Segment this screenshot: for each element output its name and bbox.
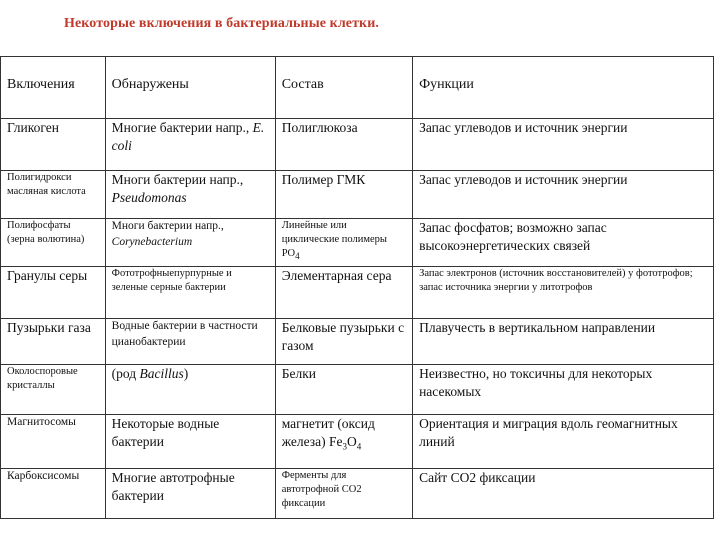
header-inclusions: Включения: [1, 57, 106, 119]
inclusion-name: Полигидрокси масляная кислота: [7, 172, 86, 198]
header-functions: Функции: [413, 57, 714, 119]
found-cell: Водные бактерии в частности цианобактерии: [111, 320, 258, 348]
table-row: [1, 267, 714, 319]
table-header-row: [1, 57, 714, 119]
page-title: Некоторые включения в бактериальные клетки.: [64, 16, 379, 31]
header-composition: Состав: [275, 57, 412, 119]
function-cell: Запас углеводов и источник энергии: [419, 172, 628, 187]
inclusion-name: Магнитосомы: [7, 416, 76, 428]
found-cell: Фототрофныепурпурные и зеленые серные бактерии: [111, 268, 232, 294]
table-row: [1, 171, 714, 219]
found-cell: (род Bacillus): [105, 365, 275, 415]
table-row: [1, 319, 714, 365]
composition-cell: Элементарная сера: [281, 268, 392, 283]
inclusion-name: Гранулы серы: [7, 268, 88, 283]
inclusion-name: Гликоген: [7, 120, 59, 135]
function-cell: Запас электронов (источник восстановителей) у фототрофов; запас источника энергии у литотрофов: [419, 268, 693, 294]
composition-cell: Полиглюкоза: [281, 120, 358, 135]
found-cell: Некоторые водные бактерии: [111, 416, 220, 450]
composition-cell: магнетит (оксид железа) $Fe_3O_4$: [275, 415, 412, 469]
table-row: [1, 469, 714, 519]
found-cell: Многи бактерии напр., Corynebacterium: [105, 219, 275, 267]
table-row: [1, 415, 714, 469]
inclusion-name: Карбоксисомы: [7, 470, 80, 482]
found-cell: Многие бактерии напр., E. coli: [105, 119, 275, 171]
composition-cell: Белки: [281, 366, 316, 381]
composition-cell: Ферменты для автотрофной CO2 фиксации: [281, 470, 362, 510]
table-row: [1, 365, 714, 415]
inclusions-table: [0, 56, 714, 519]
composition-cell: Полимер ГМК: [281, 172, 366, 187]
function-cell: Плавучесть в вертикальном направлении: [419, 320, 656, 335]
function-cell: Ориентация и миграция вдоль геомагнитных линий: [419, 416, 678, 450]
function-cell: Запас фосфатов; возможно запас высокоэнергетических связей: [419, 220, 607, 254]
inclusion-name: Полифосфаты (зерна волютина): [7, 220, 85, 246]
function-cell: Неизвестно, но токсичны для некоторых насекомых: [419, 366, 653, 400]
header-found: Обнаружены: [105, 57, 275, 119]
found-cell: Многие автотрофные бактерии: [111, 470, 235, 504]
inclusion-name: Пузырьки газа: [7, 320, 91, 335]
table-row: [1, 219, 714, 267]
table-row: [1, 119, 714, 171]
inclusion-name: Околоспоровые кристаллы: [7, 366, 78, 392]
composition-cell: Белковые пузырьки с газом: [281, 320, 405, 354]
function-cell: Сайт CO2 фиксации: [419, 470, 536, 485]
found-cell: Многи бактерии напр., Pseudomonas: [105, 171, 275, 219]
function-cell: Запас углеводов и источник энергии: [419, 120, 628, 135]
composition-cell: Линейные или циклические полимеры $PO_4$: [275, 219, 412, 267]
